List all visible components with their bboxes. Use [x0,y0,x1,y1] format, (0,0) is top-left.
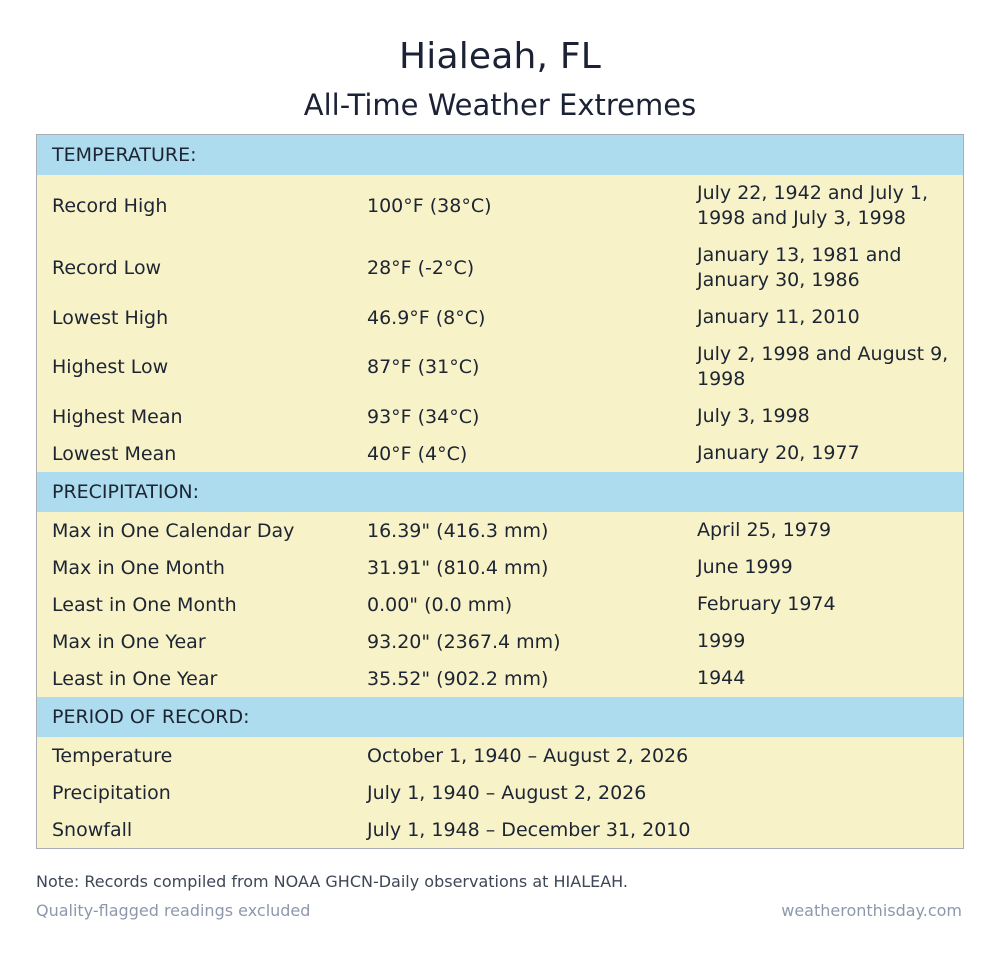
row-label: Lowest High [52,306,169,329]
row-value: 0.00" (0.0 mm) [367,593,513,616]
row-value: 16.39" (416.3 mm) [367,519,549,542]
table-row [37,549,963,586]
quality-note: Quality-flagged readings excluded [36,901,311,920]
section-header-temperature: TEMPERATURE: [37,135,963,175]
table-row [37,512,963,549]
row-label: Lowest Mean [52,442,177,465]
row-date: 1944 [697,667,746,689]
row-value: 93.20" (2367.4 mm) [367,630,561,653]
table-row [37,811,963,848]
row-date: 1999 [697,630,746,652]
table-row [37,586,963,623]
table-row [37,398,963,435]
row-value: 87°F (31°C) [367,356,480,378]
page-subtitle: All-Time Weather Extremes [303,88,697,122]
row-label: Temperature [52,744,173,767]
table-row [37,737,963,774]
row-date: January 20, 1977 [697,442,860,464]
table-row [37,774,963,811]
row-value: 93°F (34°C) [367,405,480,428]
table-row [37,623,963,660]
row-value: 28°F (-2°C) [367,257,475,279]
table-row [37,660,963,697]
site-credit: weatheronthisday.com [781,901,962,920]
table-row [37,299,963,336]
row-label: Snowfall [52,818,133,841]
table-row [37,175,963,237]
row-date: July 3, 1998 [697,405,810,427]
row-date: January 11, 2010 [697,306,860,328]
row-value: July 1, 1948 – December 31, 2010 [367,818,691,841]
table-row [37,336,963,398]
section-header-period-of-record: PERIOD OF RECORD: [37,697,963,737]
row-label: Max in One Calendar Day [52,519,295,542]
row-label: Precipitation [52,781,171,804]
row-value: 31.91" (810.4 mm) [367,556,549,579]
row-label: Highest Mean [52,405,183,428]
row-label: Record High [52,195,168,217]
table-row [37,435,963,472]
row-label: Least in One Month [52,593,237,616]
row-value: October 1, 1940 – August 2, 2026 [367,744,689,767]
table-row [37,237,963,299]
row-date: July 22, 1942 and July 1, 1998 and July 3, 1998 [697,182,928,229]
row-value: 100°F (38°C) [367,195,492,217]
row-label: Max in One Month [52,556,225,579]
section-header-precipitation: PRECIPITATION: [37,472,963,512]
row-date: June 1999 [697,556,793,578]
source-note: Note: Records compiled from NOAA GHCN-Daily observations at HIALEAH. [36,872,629,891]
row-value: 46.9°F (8°C) [367,306,486,329]
row-label: Record Low [52,257,162,279]
row-label: Max in One Year [52,630,206,653]
row-label: Least in One Year [52,667,218,690]
page-title: Hialeah, FL [398,36,601,77]
row-label: Highest Low [52,356,169,378]
row-date: April 25, 1979 [697,519,832,541]
extremes-table [36,134,964,849]
row-value: July 1, 1940 – August 2, 2026 [367,781,647,804]
row-date: February 1974 [697,593,836,615]
row-date: January 13, 1981 and January 30, 1986 [697,244,902,291]
row-value: 35.52" (902.2 mm) [367,667,549,690]
row-value: 40°F (4°C) [367,442,468,465]
row-date: July 2, 1998 and August 9, 1998 [697,343,949,390]
